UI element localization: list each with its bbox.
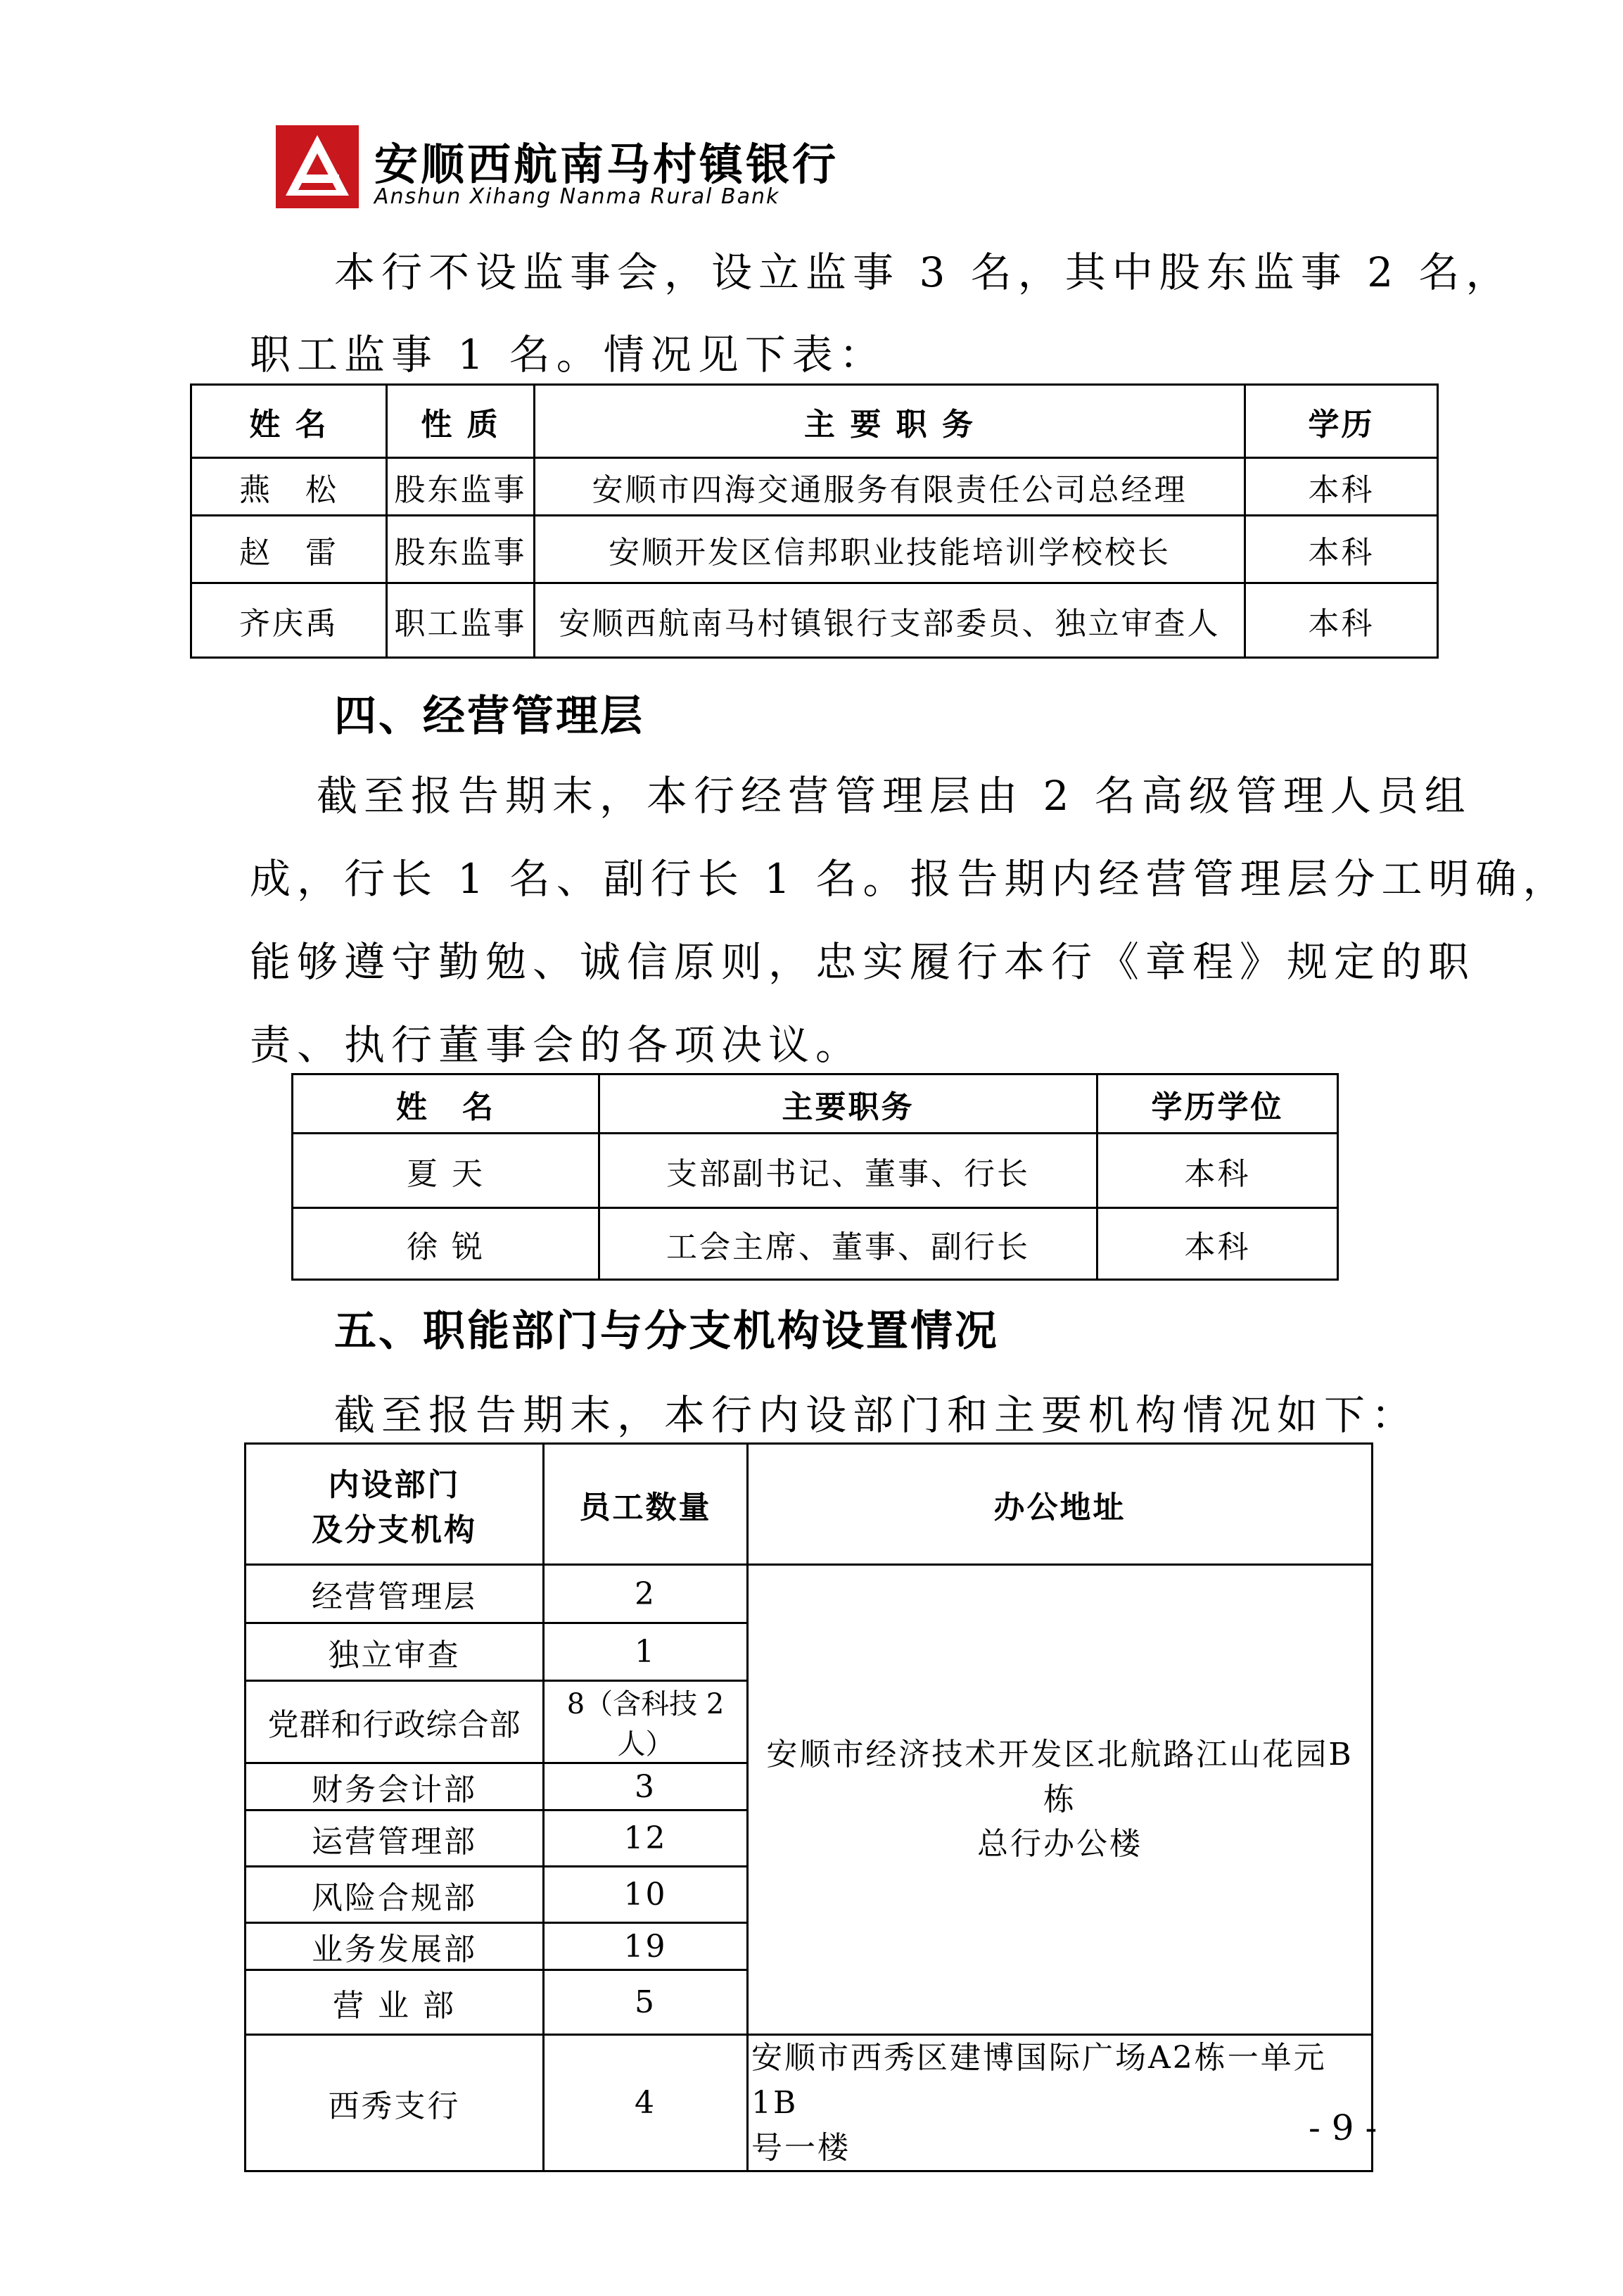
departments-heading: 五、职能部门与分支机构设置情况 (334, 1307, 999, 1356)
table-header-row (293, 1074, 1338, 1134)
manager-duty: 工会主席、董事、副行长 (599, 1208, 1097, 1280)
table-row (246, 2035, 1373, 2171)
table-row (191, 516, 1438, 583)
supervisor-education: 本科 (1245, 458, 1438, 516)
col-header-staff: 员工数量 (544, 1444, 748, 1565)
department-staff: 1 (544, 1623, 748, 1681)
col-header-department (246, 1444, 544, 1565)
manager-name: 夏 天 (293, 1134, 599, 1208)
supervisor-duty: 安顺开发区信邦职业技能培训学校校长 (535, 516, 1245, 583)
supervisor-type: 股东监事 (387, 458, 535, 516)
department-staff: 19 (544, 1923, 748, 1970)
hq-address (748, 1565, 1373, 2035)
supervisor-name: 齐庆禹 (191, 583, 387, 658)
col-header-education: 学历 (1245, 385, 1438, 458)
department-staff: 4 (544, 2035, 748, 2171)
supervisor-education: 本科 (1245, 583, 1438, 658)
branch-address (748, 2035, 1373, 2171)
management-para-line1: 截至报告期末，本行经营管理层由 2 名高级管理人员组 (317, 772, 1472, 820)
col-header-name: 姓 名 (191, 385, 387, 458)
department-staff: 12 (544, 1810, 748, 1867)
departments-table (244, 1442, 1373, 2172)
bank-name-en: Anshun Xihang Nanma Rural Bank (374, 184, 780, 209)
hq-address-line2: 总行办公楼 (977, 1826, 1143, 1863)
col-header-duty: 主 要 职 务 (535, 385, 1245, 458)
col-header-department-line2: 及分支机构 (312, 1511, 477, 1548)
management-para-line2: 成，行长 1 名、副行长 1 名。报告期内经营管理层分工明确， (250, 855, 1570, 903)
col-header-type: 性 质 (387, 385, 535, 458)
supervisor-education: 本科 (1245, 516, 1438, 583)
department-staff: 2 (544, 1565, 748, 1623)
supervisor-type: 职工监事 (387, 583, 535, 658)
management-table (291, 1073, 1339, 1281)
department-name: 经营管理层 (246, 1565, 544, 1623)
col-header-degree: 学历学位 (1097, 1074, 1338, 1134)
department-name: 独立审查 (246, 1623, 544, 1681)
col-header-duty: 主要职务 (599, 1074, 1097, 1134)
supervisor-type: 股东监事 (387, 516, 535, 583)
supervisors-table (190, 383, 1439, 659)
table-row (191, 583, 1438, 658)
department-staff: 3 (544, 1763, 748, 1810)
management-para-line4: 责、执行董事会的各项决议。 (250, 1021, 863, 1069)
col-header-name: 姓 名 (293, 1074, 599, 1134)
hq-address-line1: 安顺市经济技术开发区北航路江山花园B栋 (766, 1736, 1354, 1818)
col-header-department-line1: 内设部门 (328, 1466, 461, 1503)
department-name: 风险合规部 (246, 1867, 544, 1923)
manager-duty: 支部副书记、董事、行长 (599, 1134, 1097, 1208)
supervisors-intro-line1: 本行不设监事会，设立监事 3 名，其中股东监事 2 名， (334, 248, 1513, 296)
department-name: 营 业 部 (246, 1970, 544, 2035)
supervisor-name: 燕 松 (191, 458, 387, 516)
table-header-row (246, 1444, 1373, 1565)
supervisor-name: 赵 雷 (191, 516, 387, 583)
supervisors-intro-line2: 职工监事 1 名。情况见下表： (250, 331, 886, 379)
branch-address-line1: 安顺市西秀区建博国际广场A2栋一单元1B (751, 2040, 1327, 2121)
table-row (191, 458, 1438, 516)
department-name: 财务会计部 (246, 1763, 544, 1810)
table-header-row (191, 385, 1438, 458)
bank-name-cn: 安顺西航南马村镇银行 (374, 139, 839, 190)
management-heading: 四、经营管理层 (334, 692, 644, 741)
manager-education: 本科 (1097, 1134, 1338, 1208)
department-name: 运营管理部 (246, 1810, 544, 1867)
department-name: 党群和行政综合部 (246, 1681, 544, 1763)
supervisor-duty: 安顺市四海交通服务有限责任公司总经理 (535, 458, 1245, 516)
department-staff: 5 (544, 1970, 748, 2035)
department-name: 业务发展部 (246, 1923, 544, 1970)
departments-intro: 截至报告期末，本行内设部门和主要机构情况如下： (334, 1391, 1419, 1439)
table-row (293, 1134, 1338, 1208)
table-row (293, 1208, 1338, 1280)
table-row (246, 1565, 1373, 1623)
manager-education: 本科 (1097, 1208, 1338, 1280)
branch-address-line2: 号一楼 (751, 2129, 851, 2166)
manager-name: 徐 锐 (293, 1208, 599, 1280)
bank-logo (276, 125, 839, 217)
supervisor-duty: 安顺西航南马村镇银行支部委员、独立审查人 (535, 583, 1245, 658)
col-header-address: 办公地址 (748, 1444, 1373, 1565)
department-name: 西秀支行 (246, 2035, 544, 2171)
bank-logo-icon (276, 125, 359, 208)
management-para-line3: 能够遵守勤勉、诚信原则，忠实履行本行《章程》规定的职 (250, 938, 1476, 986)
page-number: - 9 - (1309, 2107, 1377, 2148)
department-staff: 8（含科技 2 人） (544, 1681, 748, 1763)
department-staff: 10 (544, 1867, 748, 1923)
